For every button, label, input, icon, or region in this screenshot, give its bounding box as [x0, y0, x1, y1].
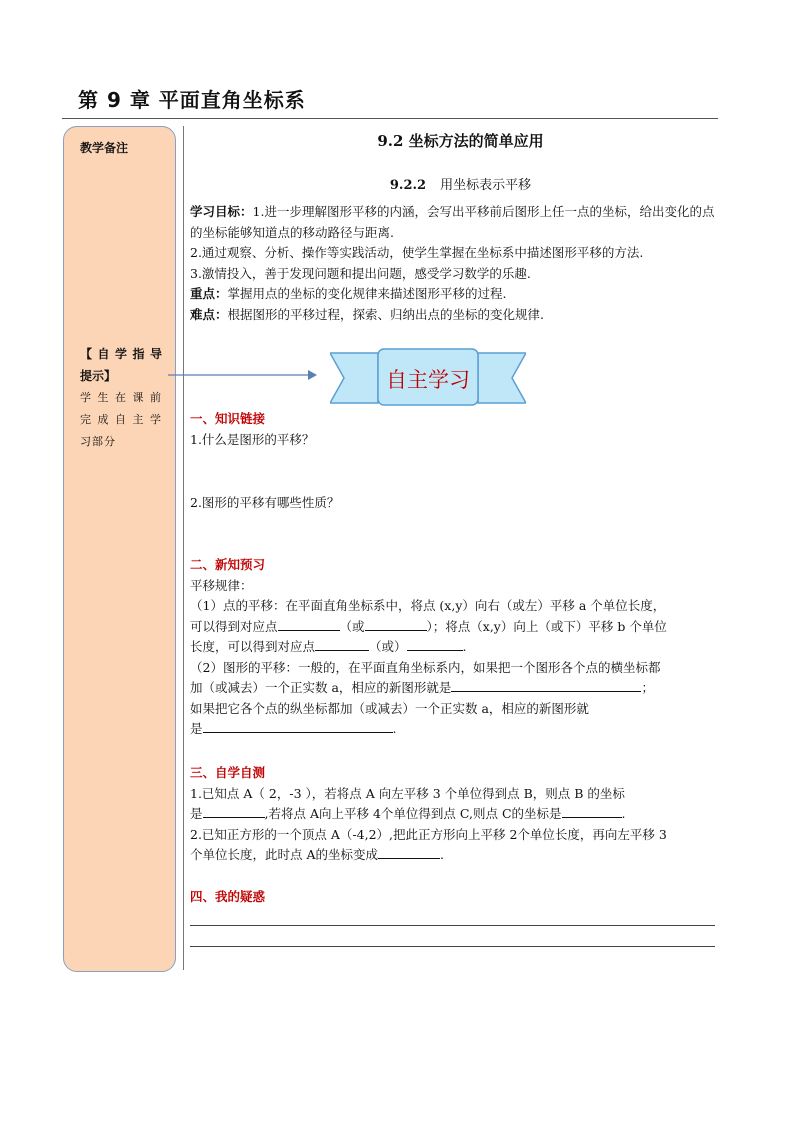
blank[interactable] [407, 637, 463, 651]
sidebar-hint [80, 343, 162, 387]
text: 是 [190, 721, 203, 736]
subsection-name: 用坐标表示平移 [440, 178, 532, 193]
text: . [462, 639, 467, 654]
text: ,若将点 A向上平移 4个单位得到点 C,则点 C的坐标是 [264, 806, 562, 821]
blank[interactable] [203, 804, 265, 818]
difficulty-label: 难点： [190, 306, 228, 322]
arrow-right-icon [168, 368, 318, 382]
text: . [440, 847, 444, 862]
self-study-banner [330, 347, 526, 415]
part-my-questions [190, 887, 720, 908]
part-new-knowledge [190, 555, 720, 740]
part1-question-1: 1.什么是图形的平移？ [190, 431, 315, 447]
sidebar-hint-line2: 提示】 [80, 369, 117, 383]
objective-2: 2.通过观察、分析、操作等实践活动，使学生掌握在坐标系中描述图形平移的方法. [190, 245, 644, 260]
text: 加（或减去）一个正实数 a，相应的新图形就是 [190, 680, 452, 695]
part3-heading: 三、自学自测 [190, 765, 266, 780]
blank[interactable] [278, 617, 340, 631]
text: . [621, 806, 626, 821]
text: ； [641, 680, 654, 695]
test-q1-line1: 1.已知点 A（ 2，-3 ），若将点 A 向左平移 3 个单位得到点 B，则点 B 的坐标 [190, 785, 625, 801]
text: ）；将点（x,y）向上（或下）平移 b 个单位 [426, 618, 667, 634]
subsection-number: 9.2.2 [389, 178, 427, 193]
text: 个单位长度，此时点 A的坐标变成 [190, 847, 379, 862]
part-self-test [190, 763, 720, 866]
blank[interactable] [562, 804, 622, 818]
subsection-title [183, 174, 738, 193]
blank[interactable] [451, 678, 641, 692]
text: 长度，可以得到对应点 [190, 639, 316, 654]
text: . [392, 721, 397, 736]
text: （或 [339, 618, 365, 634]
text: 是 [190, 806, 203, 821]
rule-title: 平移规律： [190, 577, 253, 593]
text: （或） [369, 639, 407, 654]
difficulty-text: 根据图形的平移过程，探索、归纳出点的坐标的变化规律. [227, 306, 544, 322]
sidebar-desc-line: 完成自主学 [80, 413, 162, 426]
sidebar-hint-line1: 【自学指导 [80, 347, 162, 361]
section-title: 9.2 坐标方法的简单应用 [377, 132, 544, 150]
sidebar-desc-line: 学生在课前 [80, 391, 162, 404]
answer-line[interactable] [190, 946, 715, 947]
part1-question-2: 2.图形的平移有哪些性质？ [190, 495, 340, 510]
answer-line[interactable] [190, 925, 715, 926]
blank[interactable] [378, 845, 440, 859]
objective-3: 3.激情投入，善于发现问题和提出问题，感受学习数学的乐趣. [190, 265, 531, 281]
column-divider [183, 126, 184, 970]
point-translation-line1: （1）点的平移：在平面直角坐标系中，将点 (x,y）向右（或左）平移 a 个单位长度， [190, 598, 666, 613]
blank[interactable] [365, 617, 427, 631]
key-point-label: 重点： [190, 286, 228, 301]
sidebar-title: 教学备注 [80, 141, 129, 155]
header-rule [62, 118, 718, 119]
sidebar-description [80, 387, 162, 453]
part-knowledge-link [190, 409, 720, 450]
blank[interactable] [315, 637, 369, 651]
chapter-title: 第 9 章 平面直角坐标系 [78, 88, 306, 112]
learning-objectives [190, 202, 720, 325]
part4-heading: 四、我的疑惑 [190, 889, 266, 904]
objectives-label: 学习目标： [190, 204, 253, 219]
teaching-notes-sidebar [63, 126, 176, 972]
test-q2-line1: 2.已知正方形的一个顶点 A（-4,2）,把此正方形向上平移 2个单位长度，再向左平移 3 [190, 826, 667, 842]
text: 可以得到对应点 [190, 618, 278, 634]
figure-translation-line1: （2）图形的平移：一般的，在平面直角坐标系内，如果把一个图形各个点的横坐标都 [190, 659, 661, 675]
part2-heading: 二、新知预习 [190, 557, 266, 572]
blank[interactable] [203, 719, 393, 733]
sidebar-desc-line: 习部分 [80, 435, 116, 448]
part1-heading: 一、知识链接 [190, 411, 266, 426]
key-point-text: 掌握用点的坐标的变化规律来描述图形平移的过程. [227, 286, 507, 301]
banner-text: 自主学习 [386, 368, 470, 392]
objective-1: 1.进一步理解图形平移的内涵，会写出平移前后图形上任一点的坐标，给出变化的点的坐标能够知道点的移动路径与距离. [190, 204, 715, 240]
figure-translation-line3: 如果把它各个点的纵坐标都加（或减去）一个正实数 a，相应的新图形就 [190, 700, 589, 716]
